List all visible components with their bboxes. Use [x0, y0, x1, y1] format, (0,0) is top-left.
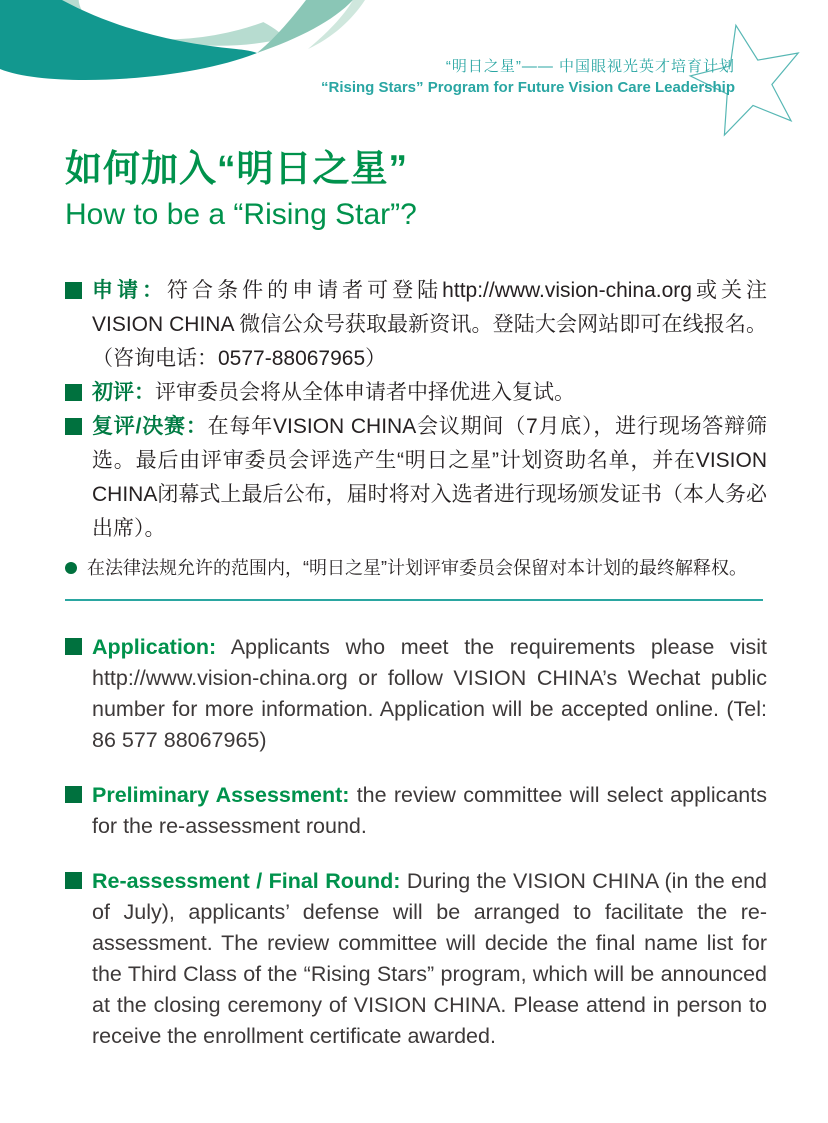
en-section-label: Application: [92, 635, 217, 659]
zh-section-text: 评审委员会将从全体申请者中择优进入复试。 [155, 381, 575, 404]
header-tagline [321, 56, 735, 98]
zh-section-label: 申请： [92, 279, 168, 302]
zh-section-final-round [65, 410, 767, 546]
chinese-sections [65, 274, 767, 581]
bullet-square-icon [65, 384, 82, 401]
page-title-chinese: 如何加入“明日之星” [65, 148, 408, 189]
section-divider [65, 599, 763, 601]
en-section-label: Re-assessment / Final Round: [92, 869, 401, 893]
en-section-final-round [65, 866, 767, 1052]
bullet-square-icon [65, 872, 82, 889]
en-section-text: the review committee will select applicants for the re-assessment round. [92, 783, 767, 838]
zh-section-text: 在每年VISION CHINA会议期间（7月底），进行现场答辩筛选。最后由评审委员会评选产生“明日之星”计划资助名单，并在VISION CHINA闭幕式上最后公布，届时将对入选者进行现场颁发证书（本人务必出席）。 [92, 415, 767, 540]
en-section-text: Applicants who meet the requirements please visit http://www.vision-china.org or follow VISION CHINA’s Wechat public number for more information. Application will be accepted online. (Tel: 86 577 88067965) [92, 635, 767, 752]
zh-section-label: 复评/决赛： [92, 415, 208, 438]
page-title-english: How to be a “Rising Star”? [65, 198, 417, 231]
tagline-english: “Rising Stars” Program for Future Vision Care Leadership [321, 79, 735, 96]
bullet-square-icon [65, 638, 82, 655]
zh-legal-note [65, 555, 767, 581]
zh-section-text: 符合条件的申请者可登陆http://www.vision-china.org或关注 VISION CHINA 微信公众号获取最新资讯。登陆大会网站即可在线报名。（咨询电话：0577-88067965） [92, 279, 768, 370]
bullet-dot-icon [65, 562, 77, 574]
en-section-text: During the VISION CHINA (in the end of July), applicants’ defense will be arranged to facilitate the re-assessment. The review committee will decide the final name list for the Third Class of the “Rising Stars” program, which will be announced at the closing ceremony of VISION CHINA. Please attend in person to receive the enrollment certificate awarded. [92, 869, 767, 1048]
zh-section-preliminary [65, 376, 767, 410]
tagline-chinese: “明日之星”—— 中国眼视光英才培育计划 [445, 58, 735, 75]
zh-section-label: 初评： [92, 381, 155, 404]
swoosh-graphic [0, 0, 370, 100]
zh-section-application [65, 274, 767, 376]
en-section-preliminary [65, 780, 767, 842]
en-section-application [65, 632, 767, 756]
zh-legal-note-text: 在法律法规允许的范围内，“明日之星”计划评审委员会保留对本计划的最终解释权。 [87, 558, 747, 578]
bullet-square-icon [65, 418, 82, 435]
title-block [65, 146, 417, 234]
bullet-square-icon [65, 282, 82, 299]
en-section-label: Preliminary Assessment: [92, 783, 350, 807]
bullet-square-icon [65, 786, 82, 803]
english-sections [65, 632, 767, 1076]
